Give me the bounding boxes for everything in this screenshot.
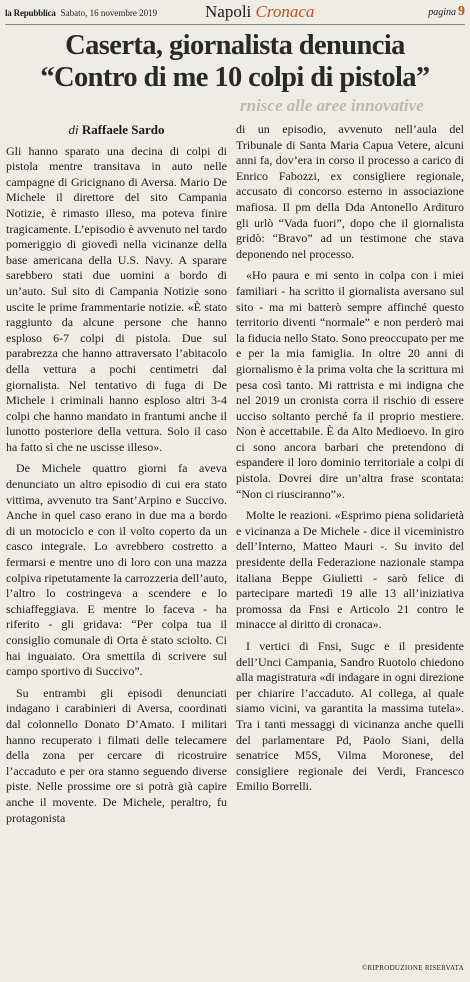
page-number: [428, 4, 465, 20]
headline: [5, 30, 465, 94]
headline-line-1: Caserta, giornalista denuncia: [65, 30, 405, 61]
article-column-1: [6, 122, 227, 832]
paragraph: De Michele quattro giorni fa aveva denunciato un altro episodio di cui era stato vittima, avvenuto tra Sant’Arpino e Succivo. Anche in quel caso erano in due ma a bordo di un motociclo e con il volto coperto da un casco integrale. Lo avrebbero costretto a fermarsi e mentre uno di loro con una mazza colpiva ripetutamente la carrozzeria dell’auto, l’altro lo costringeva a scendere e lo schiaffeggiava. E mentre lo faceva - ha riferito - gli gridava: “Per colpa tua il consiglio comunale di Orta è stato sciolto. Ci hai inguaiato. Ora smettila di scrivere sul campo sportivo di Succivo”.: [6, 461, 227, 679]
paragraph: Gli hanno sparato una decina di colpi di pistola mentre transitava in auto nelle campagne di Gricignano di Aversa. Mario De Michele il direttore del sito Campania Notizie, è rimasto illeso, ma poteva finire tragicamente. L’episodio è avvenuto nel tardo pomeriggio di giovedì nella vicinanze della base americana della U.S. Navy. A sparare sarebbero stati due uomini a bordo di un’auto. Sul sito di Campania Notizie sono uscite le prime frammentarie notizie. «È stato raggiunto da alcune persone che hanno esploso 6-7 colpi di pistola. Due sul parabrezza che hanno attraversato l’abitacolo della vettura a pochi centimetri dal giornalista. Nel tentativo di fuga di De Michele i criminali hanno esploso altri 3-4 colpi che hanno mandato in frantumi anche il lunotto posteriore della vettura. Solo il caso ha fatto sì che ne uscisse illeso».: [6, 143, 227, 454]
section-label: [205, 2, 314, 22]
paragraph: I vertici di Fnsi, Sugc e il presidente dell’Unci Campania, Sandro Ruotolo chiedono alla magistratura «di indagare in ogni direzione per chiarire l’accaduto. Al collega, al quale siamo vicini, va garantita la massima tutela». Tra i tanti messaggi di vicinanza anche quelli del parlamentare Pd, Paolo Siani, della senatrice M5S, Vilma Moronese, del consigliere regionale dei Verdi, Francesco Emilio Borrelli.: [236, 639, 464, 794]
bleed-through-text: rnisce alle aree innovative: [240, 96, 424, 115]
copyright-notice: ©RIPRODUZIONE RISERVATA: [361, 964, 464, 972]
byline: [6, 122, 227, 138]
paragraph: Molte le reazioni. «Esprimo piena solidarietà e vicinanza a De Michele - dice il viceministro dell’Interno, Matteo Mauri -. Su invito del presidente della Federazione nazionale stampa italiana Beppe Giulietti - sarò felice di partecipare martedì 19 alle 13 all’iniziativa promossa da Fnsi e Articolo 21 contro le minacce al diritto di cronaca».: [236, 508, 464, 632]
issue-date: Sabato, 16 novembre 2019: [60, 8, 158, 18]
byline-prefix: di: [68, 122, 79, 137]
section-city: Napoli: [205, 2, 252, 21]
publication-name: la Repubblica: [5, 8, 56, 18]
paragraph: di un episodio, avvenuto nell’aula del Tribunale di Santa Maria Capua Vetere, alcuni anni fa, dov’era in corso il processo a carico di Enrico Fabozzi, ex consigliere regionale, accusato di concorso esterno in associazione mafiosa. Il pm della Dda Antonello Ardituro gli urlò “Vada fuori”, dopo che il giornalista gridò: “Bravo” ad un testimone che stava deponendo nel processo.: [236, 122, 464, 261]
headline-line-2: “Contro di me 10 colpi di pistola”: [40, 62, 430, 93]
section-name: Cronaca: [255, 2, 315, 21]
article-column-2: [236, 122, 464, 801]
paragraph: «Ho paura e mi sento in colpa con i miei familiari - ha scritto il giornalista aversano sul sito - ma mi batterò sempre affinché questo territorio diventi “normale” e non perderò mai la fiducia nello Stato. Sono preoccupato per me e per la mia famiglia. In oltre 20 anni di giornalismo è la prima volta che la scrittura mi pesa così tanto. Mi rattrista e mi indigna che nel 2019 un cronista corra il rischio di essere ucciso soltanto perché fa il proprio mestiere. Non è accettabile. È da Alto Medioevo. In giro ci sono ancora barbari che pretendono di espandere il loro dominio territoriale a colpi di pistola. Dovrei dire un’altra frase scontata: “Non ci riusciranno”».: [236, 268, 464, 501]
byline-author: Raffaele Sardo: [81, 122, 165, 137]
page-label: pagina: [428, 7, 456, 18]
masthead: [5, 2, 465, 25]
page-number-value: 9: [458, 4, 465, 19]
paragraph: Su entrambi gli episodi denunciati indagano i carabinieri di Aversa, coordinati dal colonnello Donato D’Amato. I militari hanno recuperato i filmati delle telecamere della zona per cercare di ricostruire l’accaduto e per ora stanno seguendo diverse piste. Nelle prossime ore si potrà già capire anche il movente. De Michele, peraltro, fu protagonista: [6, 685, 227, 825]
